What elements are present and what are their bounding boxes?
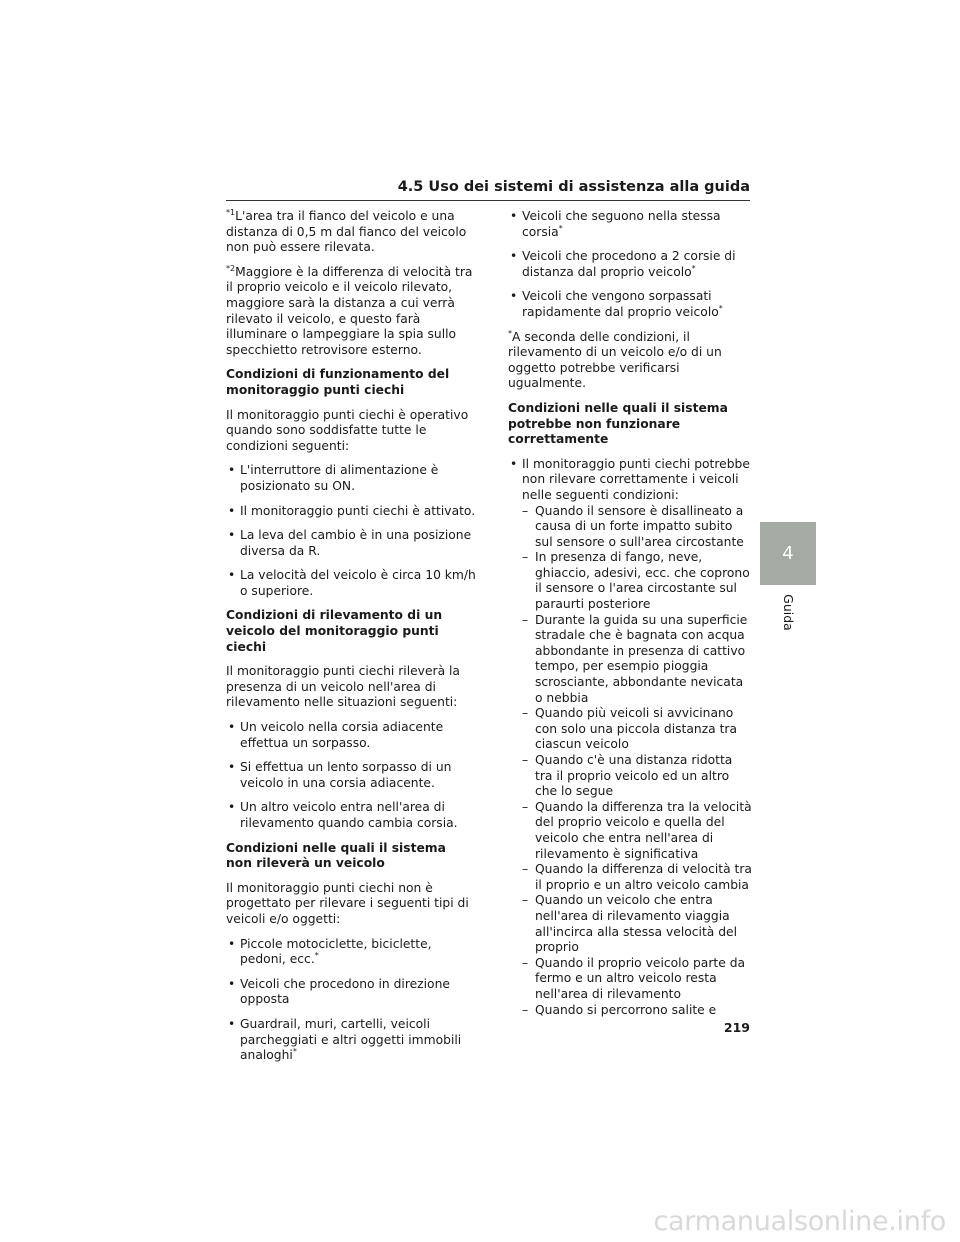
list-item: • Il monitoraggio punti ciechi potrebbe non rilevare correttamente i veicoli nelle seguenti condizioni: <box>508 457 752 504</box>
footnote-1 <box>226 209 476 256</box>
dash-list-item-text: Quando c'è una distanza ridotta tra il proprio veicolo ed un altro che lo segue <box>535 753 733 799</box>
list-item-text: Guardrail, muri, cartelli, veicoli parcheggiati e altri oggetti immobili analoghi <box>240 1016 462 1063</box>
dash-mark: – <box>522 862 529 877</box>
dash-list-item <box>508 706 752 753</box>
dash-list-item <box>508 862 752 893</box>
footnote-2-text: Maggiore è la differenza di velocità tra il proprio veicolo e il veicolo rilevato, maggiore sarà la distanza a cui verrà rilevato il veicolo, e questo farà illuminare o lampeggiare la spia sullo specchietto retrovisore esterno. <box>226 264 473 357</box>
dash-mark: – <box>522 550 529 565</box>
footnote-1-text: L'area tra il fianco del veicolo e una distanza di 0,5 m dal fianco del veicolo non può essere rilevata. <box>226 209 467 255</box>
list-item: • Un altro veicolo entra nell'area di rilevamento quando cambia corsia. <box>226 800 476 831</box>
dash-mark: – <box>522 612 529 627</box>
asterisk-note-mark: * <box>508 328 512 338</box>
asterisk-mark: * <box>691 263 696 273</box>
chapter-label-text: Guida <box>780 593 796 631</box>
dash-list-item <box>508 613 752 707</box>
heading-detection-conditions: Condizioni di rilevamento di un veicolo del monitoraggio punti ciechi <box>226 608 443 654</box>
dash-list-item-text: Quando si percorrono salite e <box>535 1002 717 1017</box>
paragraph-non-detection-intro: Il monitoraggio punti ciechi non è progettato per rilevare i seguenti tipi di veicoli e/o oggetti: <box>226 880 469 926</box>
asterisk-mark: * <box>292 1047 297 1057</box>
chapter-number: 4 <box>782 543 794 564</box>
left-column <box>226 209 476 1073</box>
dash-mark: – <box>522 893 529 908</box>
paragraph-operating-intro: Il monitoraggio punti ciechi è operativo quando sono soddisfatte tutte le condizioni seguenti: <box>226 407 469 453</box>
asterisk-note-text: A seconda delle condizioni, il rilevamento di un veicolo e/o di un oggetto potrebbe verificarsi ugualmente. <box>508 329 722 391</box>
dash-list-item-text: Quando più veicoli si avvicinano con solo una piccola distanza tra ciascun veicolo <box>535 706 738 752</box>
list-item-text: Veicoli che vengono sorpassati rapidamente dal proprio veicolo <box>522 289 719 319</box>
dash-mark: – <box>522 753 529 767</box>
dash-list-item <box>508 893 752 955</box>
heading-non-detection: Condizioni nelle quali il sistema non rileverà un veicolo <box>226 840 446 871</box>
footnote-2 <box>226 265 476 359</box>
dash-list-item-text: Quando un veicolo che entra nell'area di rilevamento viaggia all'incirca alla stessa velocità del proprio <box>535 893 738 955</box>
dash-mark: – <box>522 799 529 814</box>
asterisk-mark: * <box>314 951 319 961</box>
list-item: • L'interruttore di alimentazione è posizionato su ON. <box>226 463 476 494</box>
dash-list-item-text: Quando il sensore è disallineato a causa di un forte impatto subito sul sensore o sull'area circostante <box>535 503 744 549</box>
list-item: • Si effettua un lento sorpasso di un veicolo in una corsia adiacente. <box>226 760 476 791</box>
dash-mark: – <box>522 706 529 721</box>
heading-operating-conditions: Condizioni di funzionamento del monitoraggio punti ciechi <box>226 367 450 397</box>
dash-list-item <box>508 956 752 1003</box>
chapter-label <box>764 590 812 634</box>
dash-list-item-text: Quando la differenza tra la velocità del proprio veicolo e quella del veicolo che entra nell'area di rilevamento è significativa <box>535 799 752 861</box>
list-item <box>508 249 752 280</box>
paragraph-detection-intro: Il monitoraggio punti ciechi rileverà la presenza di un veicolo nell'area di rilevamento nelle situazioni seguenti: <box>226 664 460 710</box>
asterisk-mark: * <box>718 303 723 313</box>
section-header-title: 4.5 Uso dei sistemi di assistenza alla guida <box>397 179 750 195</box>
dash-list-item <box>508 550 752 612</box>
list-item-text: Veicoli che seguono nella stessa corsia <box>522 209 721 239</box>
list-item-text: Piccole motociclette, biciclette, pedoni, ecc. <box>240 936 432 967</box>
header-rule <box>226 200 750 201</box>
list-item <box>508 289 752 320</box>
chapter-tab <box>760 522 816 585</box>
dash-mark: – <box>522 1002 529 1017</box>
list-item <box>226 937 476 968</box>
page-number: 219 <box>723 1020 750 1035</box>
dash-list-item <box>508 504 752 551</box>
asterisk-note <box>508 330 752 392</box>
dash-mark: – <box>522 503 529 518</box>
right-column <box>508 209 752 1018</box>
list-item: • Veicoli che procedono in direzione opposta <box>226 977 476 1008</box>
footnote-2-mark: *2 <box>226 263 236 273</box>
dash-mark: – <box>522 955 529 970</box>
footnote-1-mark: *1 <box>226 207 236 217</box>
list-item: • La velocità del veicolo è circa 10 km/h o superiore. <box>226 568 476 599</box>
list-item <box>508 209 752 240</box>
list-item <box>226 1017 476 1064</box>
watermark: carmanualsonline.info <box>653 1206 946 1237</box>
dash-list-item <box>508 1003 752 1019</box>
dash-list-item-text: Durante la guida su una superficie stradale che è bagnata con acqua abbondante in presenza di cattivo tempo, per esempio pioggia scrosciante, abbondante nevicata o nebbia <box>535 612 748 705</box>
dash-list-item-text: Quando la differenza di velocità tra il proprio e un altro veicolo cambia <box>535 862 752 892</box>
dash-list <box>508 504 752 1019</box>
dash-list-item-text: In presenza di fango, neve, ghiaccio, adesivi, ecc. che coprono il sensore o l'area circostante sul paraurti posteriore <box>535 550 750 612</box>
dash-list-item <box>508 800 752 862</box>
dash-list-item-text: Quando il proprio veicolo parte da fermo e un altro veicolo resta nell'area di rilevamento <box>535 955 746 1001</box>
asterisk-mark: * <box>558 223 563 233</box>
list-item-text: Veicoli che procedono a 2 corsie di distanza dal proprio veicolo <box>522 249 736 279</box>
list-item: • La leva del cambio è in una posizione diversa da R. <box>226 528 476 559</box>
list-item: • Il monitoraggio punti ciechi è attivato. <box>226 504 476 520</box>
heading-malfunction-conditions: Condizioni nelle quali il sistema potrebbe non funzionare correttamente <box>508 400 728 447</box>
list-item: • Un veicolo nella corsia adiacente effettua un sorpasso. <box>226 720 476 751</box>
dash-list-item <box>508 753 752 800</box>
